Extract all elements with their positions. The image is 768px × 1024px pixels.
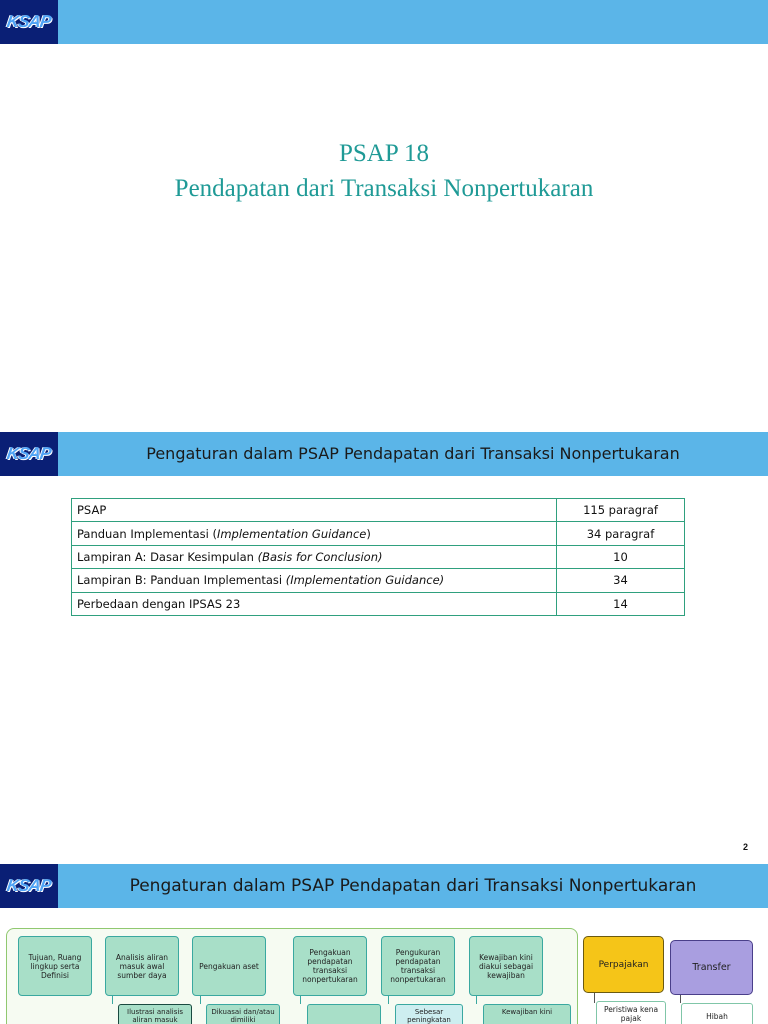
slide-title [0, 0, 768, 432]
connector-line [300, 996, 301, 1004]
box-transfer: Transfer [670, 940, 753, 995]
connector-line [594, 993, 595, 1003]
header-banner [0, 432, 768, 476]
box-grant: Hibah [681, 1003, 753, 1024]
row-value: 14 [557, 592, 685, 615]
banner-title: Pengaturan dalam PSAP Pendapatan dari Transaksi Nonpertukaran [129, 876, 697, 896]
structure-table [71, 498, 685, 616]
diagram-box-revenue-recognition: Pengakuan pendapatan transaksi nonpertukaran [293, 936, 367, 996]
row-label: Lampiran A: Dasar Kesimpulan (Basis for Conclusion) [72, 545, 557, 568]
logo-text: KSAP [6, 444, 53, 463]
diagram-box-revenue-measurement: Pengukuran pendapatan transaksi nonpertukaran [381, 936, 455, 996]
diagram-sub-recognition [307, 1004, 381, 1024]
title-line-1: PSAP 18 [338, 140, 430, 167]
connector-line [112, 996, 113, 1004]
table-row [72, 522, 685, 545]
slide-diagram [0, 864, 768, 1024]
diagram-box-present-obligation: Kewajiban kini diakui sebagai kewajiban [469, 936, 543, 996]
box-perpajakan: Perpajakan [583, 936, 664, 993]
row-value: 34 [557, 569, 685, 592]
diagram-sub-inflow-illustration: Ilustrasi analisis aliran masuk [118, 1004, 192, 1024]
logo-text: KSAP [6, 12, 53, 31]
table-row [72, 569, 685, 592]
diagram-sub-controlled: Dikuasai dan/atau dimiliki [206, 1004, 280, 1024]
diagram-sub-present-obligation: Kewajiban kini [483, 1004, 571, 1024]
row-label: Lampiran B: Panduan Implementasi (Implementation Guidance) [72, 569, 557, 592]
row-value: 10 [557, 545, 685, 568]
connector-line [680, 995, 681, 1003]
diagram-box-inflow-analysis: Analisis aliran masuk awal sumber daya [105, 936, 179, 996]
table-row [72, 545, 685, 568]
box-taxable-event: Peristiwa kena pajak [596, 1001, 666, 1024]
row-label: Perbedaan dengan IPSAS 23 [72, 592, 557, 615]
row-value: 34 paragraf [557, 522, 685, 545]
diagram-box-asset-recognition: Pengakuan aset [192, 936, 266, 996]
row-label: PSAP [72, 499, 557, 522]
connector-line [388, 996, 389, 1004]
page-number: 2 [742, 842, 748, 852]
row-label: Panduan Implementasi (Implementation Guidance) [72, 522, 557, 545]
logo-text: KSAP [6, 876, 53, 895]
diagram-box-scope: Tujuan, Ruang lingkup serta Definisi [18, 936, 92, 996]
connector-line [476, 996, 477, 1004]
ksap-logo [0, 0, 58, 44]
slide-table [0, 432, 768, 864]
connector-line [200, 996, 201, 1004]
ksap-logo [0, 432, 58, 476]
table-row [72, 592, 685, 615]
main-title [0, 136, 768, 206]
header-banner [0, 864, 768, 908]
table-row [72, 499, 685, 522]
row-value: 115 paragraf [557, 499, 685, 522]
banner-title: Pengaturan dalam PSAP Pendapatan dari Transaksi Nonpertukaran [146, 444, 680, 463]
header-banner [0, 0, 768, 44]
diagram-sub-increase: Sebesar peningkatan [395, 1004, 463, 1024]
ksap-logo [0, 864, 58, 908]
title-line-2: Pendapatan dari Transaksi Nonpertukaran [174, 175, 594, 202]
